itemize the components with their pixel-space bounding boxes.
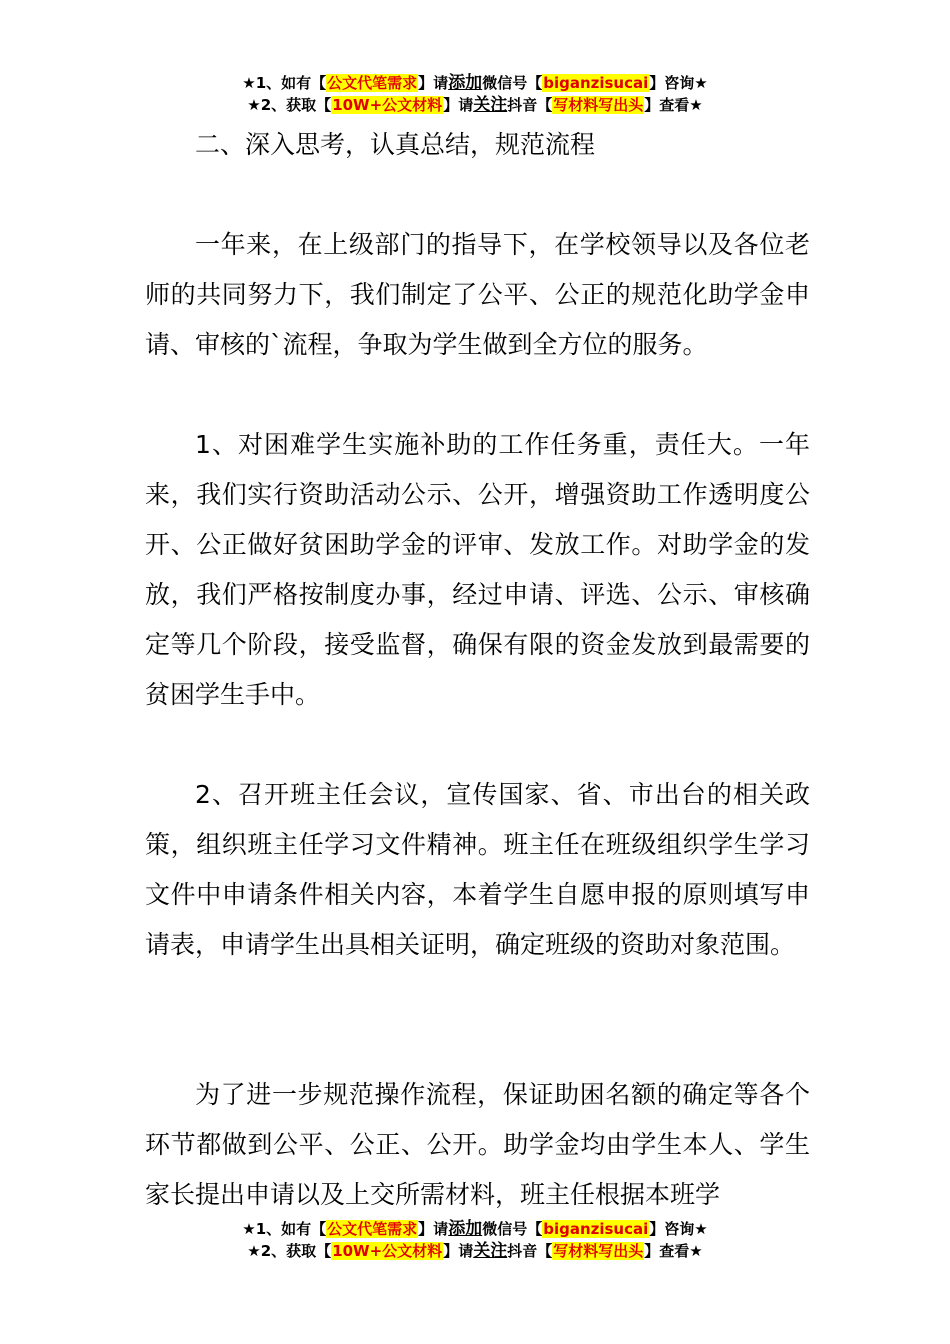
highlight-text: 10W+公文材料 bbox=[332, 1242, 443, 1260]
underlined-text: 关注 bbox=[473, 95, 508, 115]
banner-text: 抖音【 bbox=[507, 96, 553, 114]
banner-text: 】咨询★ bbox=[649, 74, 708, 92]
banner-text: ★2、获取【 bbox=[247, 1242, 332, 1260]
underlined-text: 添加 bbox=[448, 1219, 483, 1239]
banner-text: 】请 bbox=[443, 1242, 474, 1260]
paragraph-text: 为了进一步规范操作流程，保证助困名额的确定等各个环节都做到公平、公正、公开。助学金均由学生本人、学生家长提出申请以及上交所需材料，班主任根据本班学 bbox=[145, 1080, 810, 1209]
banner-text: ★1、如有【 bbox=[242, 74, 327, 92]
paragraph bbox=[145, 420, 810, 720]
banner-text: 】咨询★ bbox=[649, 1220, 708, 1238]
banner-line-2 bbox=[0, 1240, 950, 1262]
banner-text: 微信号【 bbox=[482, 1220, 543, 1238]
banner-text: ★2、获取【 bbox=[247, 96, 332, 114]
banner-text: 】请 bbox=[418, 74, 449, 92]
highlight-text: 写材料写出头 bbox=[553, 1242, 644, 1260]
highlight-text: 公文代笔需求 bbox=[327, 1220, 418, 1238]
paragraph bbox=[145, 1070, 810, 1220]
banner-line-2 bbox=[0, 94, 950, 116]
banner-text: 】查看★ bbox=[644, 1242, 703, 1260]
highlight-text: biganzisucai bbox=[543, 1220, 649, 1238]
banner-text: 抖音【 bbox=[507, 1242, 553, 1260]
section-heading-text: 二、深入思考，认真总结，规范流程 bbox=[195, 130, 596, 159]
banner-text: 】查看★ bbox=[644, 96, 703, 114]
highlight-text: 10W+公文材料 bbox=[332, 96, 443, 114]
banner-line-1 bbox=[0, 72, 950, 94]
highlight-text: biganzisucai bbox=[543, 74, 649, 92]
highlight-text: 公文代笔需求 bbox=[327, 74, 418, 92]
banner-text: 】请 bbox=[418, 1220, 449, 1238]
footer-banner bbox=[0, 1218, 950, 1262]
banner-text: ★1、如有【 bbox=[242, 1220, 327, 1238]
underlined-text: 添加 bbox=[448, 73, 483, 93]
section-heading bbox=[145, 120, 810, 170]
paragraph bbox=[145, 220, 810, 370]
banner-text: 】请 bbox=[443, 96, 474, 114]
paragraph-text: 2、召开班主任会议，宣传国家、省、市出台的相关政策，组织班主任学习文件精神。班主任在班级组织学生学习文件中申请条件相关内容，本着学生自愿申报的原则填写申请表，申请学生出具相关证明，确定班级的资助对象范围。 bbox=[145, 780, 810, 959]
header-banner bbox=[0, 72, 950, 116]
paragraph bbox=[145, 770, 810, 970]
underlined-text: 关注 bbox=[473, 1241, 508, 1261]
banner-line-1 bbox=[0, 1218, 950, 1240]
banner-text: 微信号【 bbox=[482, 74, 543, 92]
paragraph-text: 1、对困难学生实施补助的工作任务重，责任大。一年来，我们实行资助活动公示、公开，增强资助工作透明度公开、公正做好贫困助学金的评审、发放工作。对助学金的发放，我们严格按制度办事，经过申请、评选、公示、审核确定等几个阶段，接受监督，确保有限的资金发放到最需要的贫困学生手中。 bbox=[145, 430, 810, 709]
highlight-text: 写材料写出头 bbox=[553, 96, 644, 114]
paragraph-text: 一年来，在上级部门的指导下，在学校领导以及各位老师的共同努力下，我们制定了公平、公正的规范化助学金申请、审核的`流程，争取为学生做到全方位的服务。 bbox=[145, 230, 810, 359]
